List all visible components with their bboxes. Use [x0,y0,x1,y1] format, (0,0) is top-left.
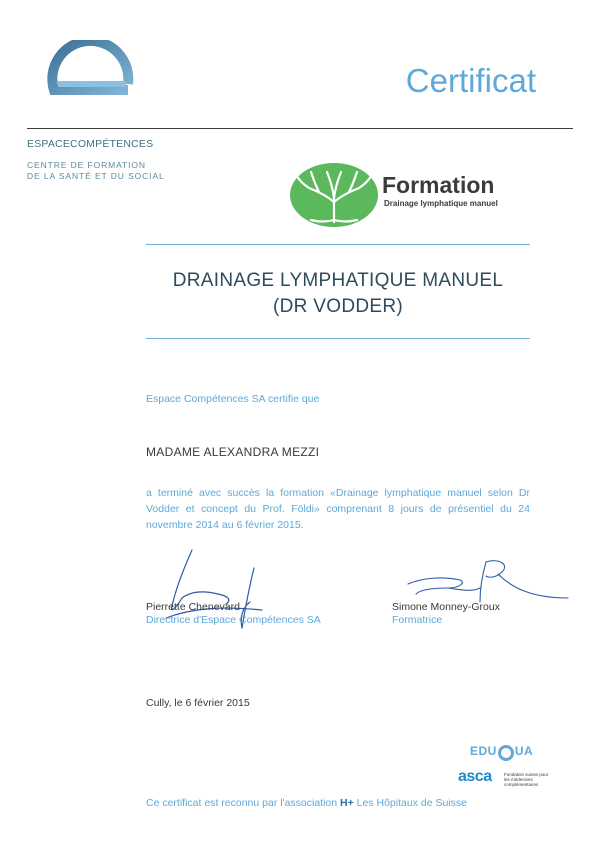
formation-word: Formation [382,172,495,198]
org-name-part2: COMPÉTENCES [70,138,154,150]
place-date: Cully, le 6 février 2015 [146,697,250,709]
course-title-line2: (DR VODDER) [273,296,403,317]
recognition-pre: Ce certificat est reconnu par l'association [146,797,341,809]
formation-subtitle: Drainage lymphatique manuel [384,199,498,208]
certificate-title: Certificat [405,62,536,99]
course-title-line1: DRAINAGE LYMPHATIQUE MANUEL [172,270,504,291]
hplus-mark: H+ [340,797,354,809]
signatory-2-role: Formatrice [392,614,443,626]
course-top-divider [146,244,530,245]
org-subtitle-line2: DE LA SANTÉ ET DU SOCIAL [27,171,165,181]
certifies-statement: Espace Compétences SA certifie que [146,393,320,405]
recognition-post: Les Hôpitaux de Suisse [353,797,467,809]
eduqua-q-icon [498,745,514,761]
org-subtitle-line1: CENTRE DE FORMATION [27,160,146,170]
org-subtitle [27,160,165,182]
asca-logo: asca [458,768,492,785]
eduqua-logo [470,744,533,761]
recognition-statement [146,797,467,809]
tree-icon [289,162,379,228]
signatory-2-name: Simone Monney-Groux [392,601,500,613]
header-divider [27,128,573,129]
signatory-1-role: Directrice d'Espace Compétences SA [146,614,321,626]
course-title [146,268,530,320]
course-bottom-divider [146,338,530,339]
org-name-part1: ESPACE [27,138,71,150]
eduqua-pre: EDU [470,744,497,758]
completion-text: a terminé avec succès la formation «Drainage lymphatique manuel selon Dr Vodder et concept du Prof. Földi» comprenant 8 jours de présentiel du 24 novembre 2014 au 6 février 2015. [146,487,530,531]
asca-subtitle: Fondation suisse pour les médecines complémentaires [504,772,549,787]
espace-competences-logo [40,40,136,136]
eduqua-post: UA [514,744,534,758]
recipient-name: MADAME ALEXANDRA MEZZI [146,445,320,459]
org-name [27,138,153,150]
signatory-1-name: Pierrette Chenevard [146,601,240,613]
